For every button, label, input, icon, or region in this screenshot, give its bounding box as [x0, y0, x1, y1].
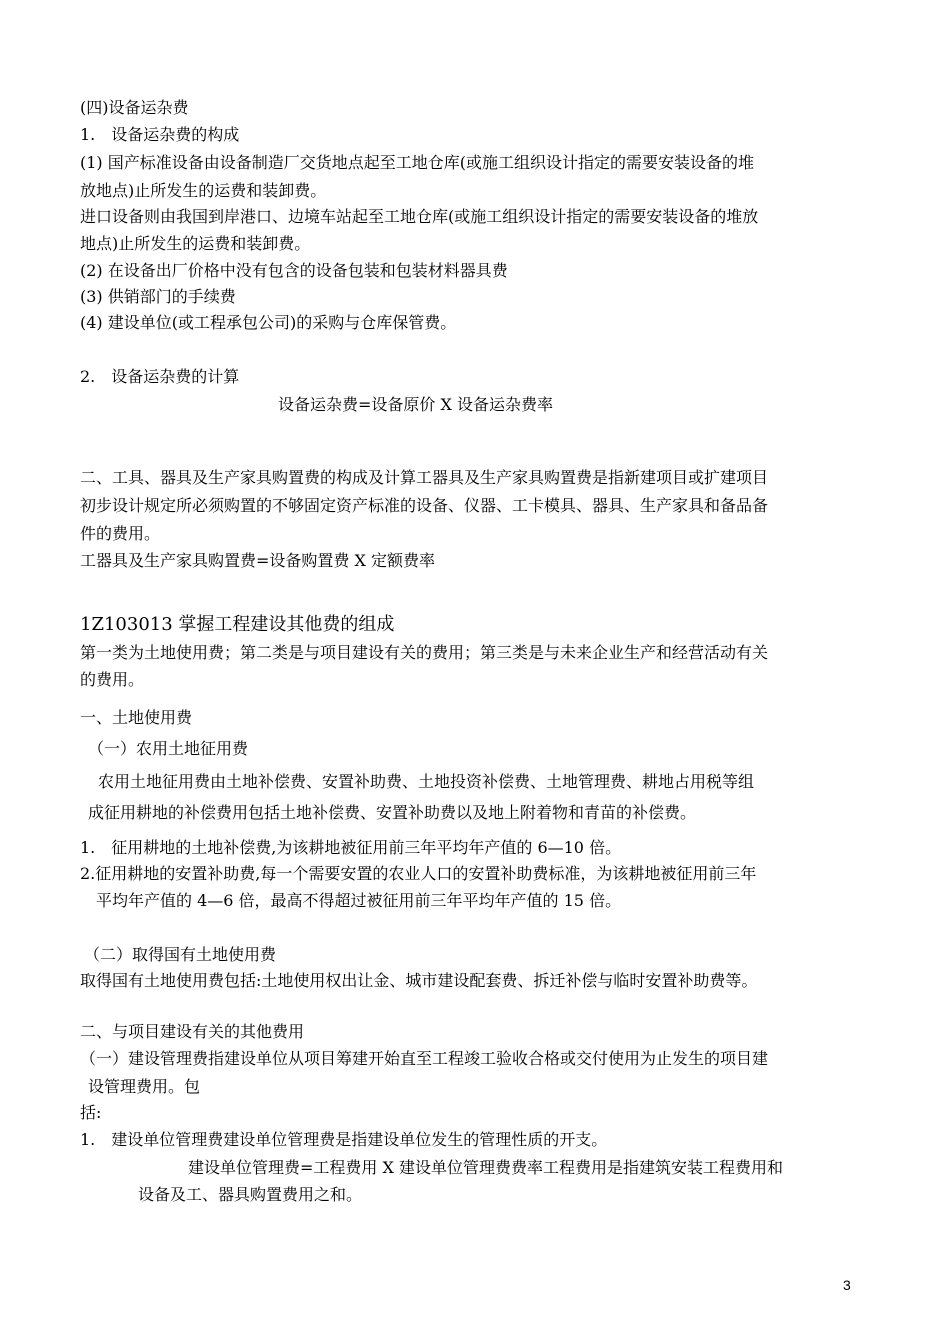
text-line: 设备及工、器具购置费用之和。 [138, 1185, 363, 1204]
subsection-heading: 1. 设备运杂费的构成 [80, 125, 240, 144]
page-number: 3 [843, 1277, 851, 1293]
section-heading: 一、土地使用费 [80, 708, 193, 727]
text-line: 平均年产值的 4—6 倍，最高不得超过被征用前三年平均年产值的 15 倍。 [96, 891, 622, 910]
section-heading: 二、工具、器具及生产家具购置费的构成及计算工器具及生产家具购置费是指新建项目或扩建项目 [80, 468, 769, 487]
formula-line: 设备运杂费=设备原价 X 设备运杂费率 [278, 395, 553, 414]
formula-line: 建设单位管理费=工程费用 X 建设单位管理费费率工程费用是指建筑安装工程费用和 [188, 1158, 783, 1177]
section-heading: (四)设备运杂费 [80, 98, 189, 117]
text-line: 第一类为土地使用费；第二类是与项目建设有关的费用；第三类是与未来企业生产和经营活动有关 [80, 643, 769, 662]
subsection-heading: （一）农用土地征用费 [88, 739, 249, 758]
text-line: 件的费用。 [80, 524, 161, 543]
text-line: 初步设计规定所必须购置的不够固定资产标准的设备、仪器、工卡模具、器具、生产家具和备品备 [80, 496, 769, 515]
text-line: 地点)止所发生的运费和装卸费。 [80, 234, 311, 253]
subsection-heading: 2. 设备运杂费的计算 [80, 367, 240, 386]
text-line: (1) 国产标准设备由设备制造厂交货地点起至工地仓库(或施工组织设计指定的需要安装设备的堆 [80, 153, 754, 172]
text-line: 农用土地征用费由土地补偿费、安置补助费、土地投资补偿费、土地管理费、耕地占用税等组 [98, 772, 755, 791]
text-line: 1. 征用耕地的土地补偿费,为该耕地被征用前三年平均年产值的 6—10 倍。 [80, 838, 622, 857]
text-line: （一）建设管理费指建设单位从项目筹建开始直至工程竣工验收合格或交付使用为止发生的项目建 [80, 1049, 769, 1068]
text-line: 括: [80, 1103, 102, 1122]
text-line: 2.征用耕地的安置补助费,每一个需要安置的农业人口的安置补助费标准，为该耕地被征用前三年 [80, 864, 757, 883]
chapter-heading: 1Z103013 掌握工程建设其他费的组成 [80, 614, 395, 635]
text-line: 取得国有土地使用费包括:土地使用权出让金、城市建设配套费、拆迁补偿与临时安置补助费等。 [80, 971, 758, 990]
text-line: 放地点)止所发生的运费和装卸费。 [80, 181, 327, 200]
text-line: (2) 在设备出厂价格中没有包含的设备包装和包装材料器具费 [80, 261, 508, 280]
text-line: 进口设备则由我国到岸港口、边境车站起至工地仓库(或施工组织设计指定的需要安装设备的堆放 [80, 207, 759, 226]
subsection-heading: （二）取得国有土地使用费 [84, 945, 277, 964]
text-line: 成征用耕地的补偿费用包括土地补偿费、安置补助费以及地上附着物和青苗的补偿费。 [88, 803, 697, 822]
section-heading: 二、与项目建设有关的其他费用 [80, 1022, 305, 1041]
formula-line: 工器具及生产家具购置费=设备购置费 X 定额费率 [80, 551, 435, 570]
text-line: (4) 建设单位(或工程承包公司)的采购与仓库保管费。 [80, 313, 457, 332]
text-line: 的费用。 [80, 670, 145, 689]
text-line: 设管理费用。包 [88, 1077, 201, 1096]
text-line: (3) 供销部门的手续费 [80, 287, 236, 306]
text-line: 1. 建设单位管理费建设单位管理费是指建设单位发生的管理性质的开支。 [80, 1130, 608, 1149]
